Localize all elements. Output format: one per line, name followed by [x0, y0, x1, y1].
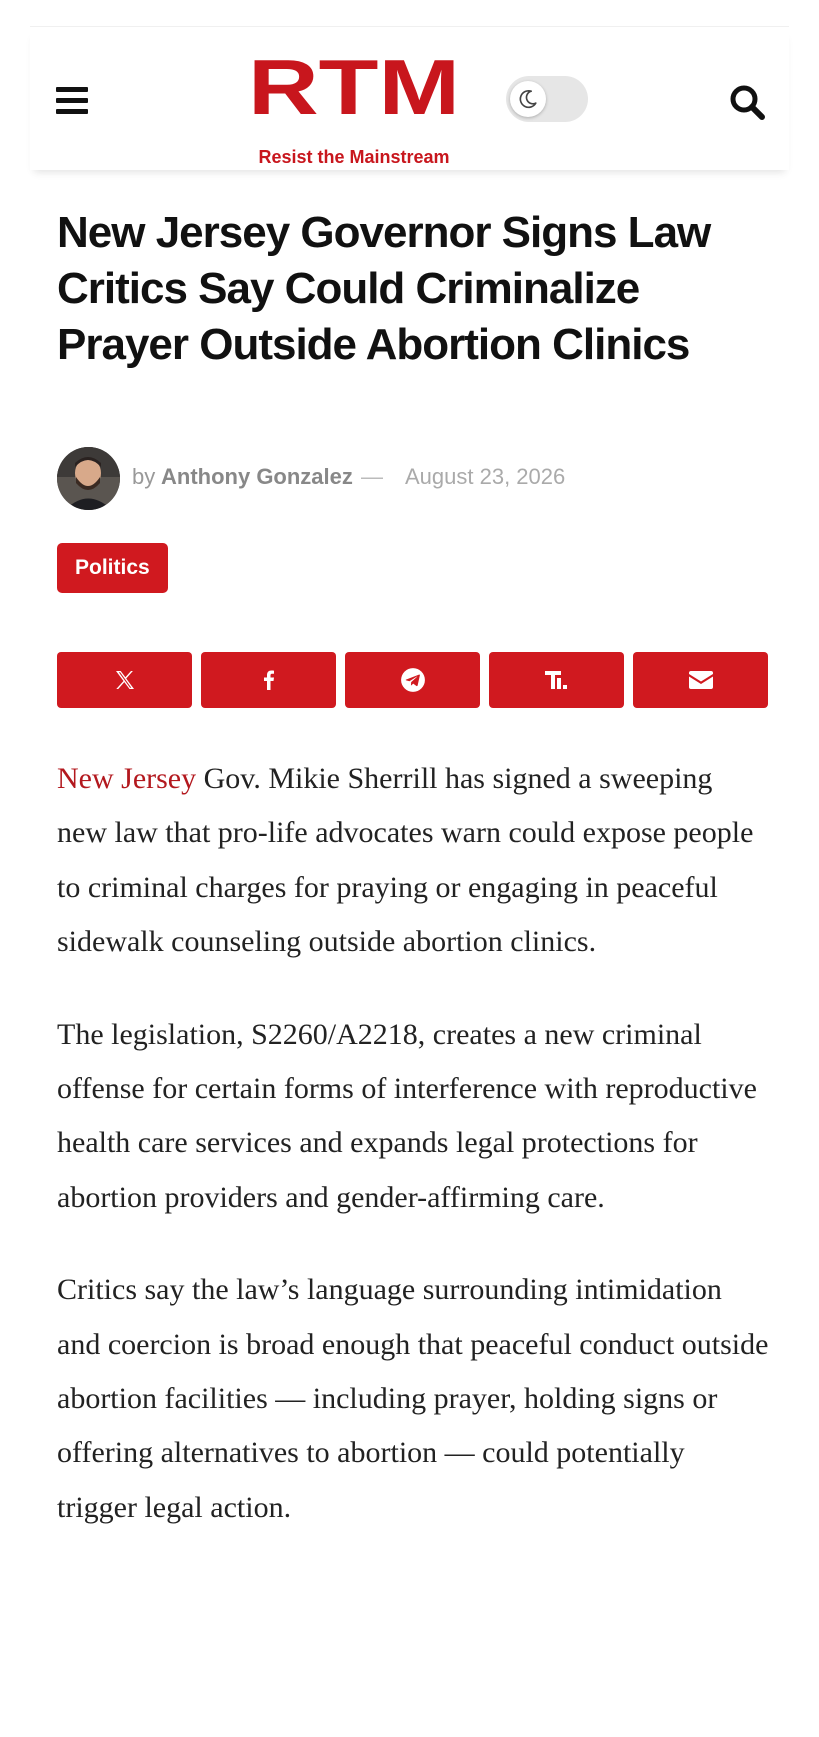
- search-icon[interactable]: [728, 83, 768, 123]
- byline-prefix: by: [132, 464, 156, 489]
- inline-link-new-jersey[interactable]: New Jersey: [57, 762, 197, 795]
- paragraph-text: Gov. Mikie Sherrill has signed a sweeping new law that pro-life advocates warn could expose people to criminal charges for praying or engaging in peaceful sidewalk counseling outside abortion clinics.: [57, 762, 754, 959]
- share-truth-social-button[interactable]: [489, 652, 624, 708]
- site-header: [30, 28, 789, 170]
- top-divider: [30, 26, 789, 27]
- dark-mode-toggle[interactable]: [506, 76, 588, 122]
- email-icon: [688, 670, 714, 690]
- toggle-knob: [510, 81, 546, 117]
- logo-wordmark: [244, 56, 464, 122]
- article-title: New Jersey Governor Signs Law Critics Say Could Criminalize Prayer Outside Abortion Clinics: [57, 208, 711, 369]
- share-telegram-button[interactable]: [345, 652, 480, 708]
- article-paragraph: [57, 752, 769, 970]
- publish-date: August 23, 2026: [405, 464, 566, 489]
- logo-tagline: Resist the Mainstream: [258, 147, 450, 167]
- hamburger-menu-icon[interactable]: [54, 85, 90, 115]
- share-facebook-button[interactable]: [201, 652, 336, 708]
- moon-icon: [517, 88, 539, 110]
- svg-text:RTM: RTM: [248, 56, 460, 122]
- article-paragraph: Critics say the law’s language surrounding intimidation and coercion is broad enough that peaceful conduct outside abortion facilities — including prayer, holding signs or offering alternatives to abortion — could potentially trigger legal action.: [57, 1273, 769, 1524]
- article-byline: [57, 447, 757, 511]
- share-email-button[interactable]: [633, 652, 768, 708]
- byline-separator: —: [361, 464, 383, 489]
- share-x-button[interactable]: [57, 652, 192, 708]
- x-logo-icon: [113, 668, 137, 692]
- site-logo[interactable]: [244, 56, 464, 167]
- article-paragraph: The legislation, S2260/A2218, creates a new criminal offense for certain forms of interference with reproductive health care services and expands legal protections for abortion providers and gender-affirming care.: [57, 1017, 757, 1214]
- telegram-icon: [400, 667, 426, 693]
- article-body: [57, 752, 769, 1573]
- truth-social-icon: [544, 668, 570, 692]
- share-bar: [57, 652, 769, 708]
- author-avatar[interactable]: [57, 447, 120, 510]
- author-link[interactable]: Anthony Gonzalez: [161, 464, 353, 489]
- facebook-icon: [257, 668, 281, 692]
- category-badge[interactable]: Politics: [57, 543, 168, 593]
